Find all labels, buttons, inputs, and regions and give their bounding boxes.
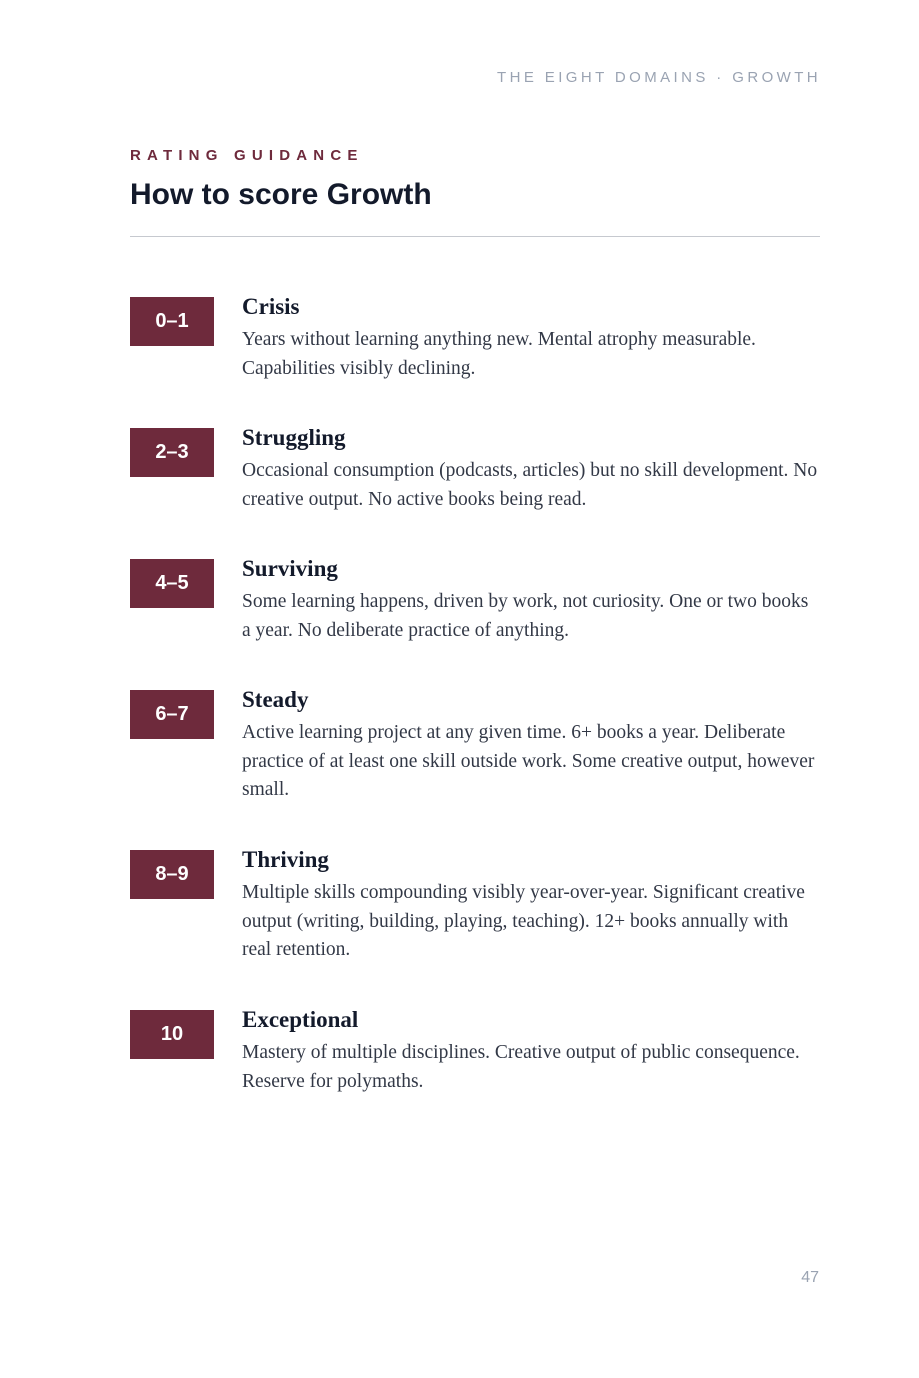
page-number: 47 — [801, 1269, 819, 1286]
rating-level-name: Steady — [242, 687, 309, 712]
rating-level-text — [242, 846, 820, 965]
rating-level-text — [242, 424, 820, 514]
rating-level — [130, 424, 820, 555]
rating-level-name: Exceptional — [242, 1007, 359, 1032]
rating-level — [130, 686, 820, 846]
rating-level-description: Years without learning anything new. Mental atrophy measurable. Capabilities visibly declining. — [242, 329, 756, 379]
score-range-badge: 4–5 — [130, 559, 214, 608]
rating-level-description: Multiple skills compounding visibly year-over-year. Significant creative output (writing, building, playing, teaching). 12+ books annually with real retention. — [242, 882, 805, 961]
rating-level-name: Surviving — [242, 556, 338, 581]
page-title: How to score Growth — [130, 178, 432, 211]
score-range-badge: 10 — [130, 1010, 214, 1059]
section-eyebrow: RATING GUIDANCE — [130, 147, 364, 164]
score-range-badge: 6–7 — [130, 690, 214, 739]
rating-level — [130, 846, 820, 1006]
rating-level-text — [242, 293, 820, 383]
rating-level — [130, 555, 820, 686]
rating-level-text — [242, 686, 820, 805]
rating-level — [130, 1006, 820, 1137]
rating-level-description: Occasional consumption (podcasts, articles) but no skill development. No creative output. No active books being read. — [242, 460, 818, 510]
rating-level-description: Active learning project at any given time. 6+ books a year. Deliberate practice of at least one skill outside work. Some creative output, however small. — [242, 722, 815, 801]
rating-level-description: Some learning happens, driven by work, not curiosity. One or two books a year. No deliberate practice of anything. — [242, 591, 809, 641]
title-divider — [130, 236, 820, 237]
rating-level — [130, 293, 820, 424]
score-range-badge: 8–9 — [130, 850, 214, 899]
rating-level-description: Mastery of multiple disciplines. Creative output of public consequence. Reserve for polymaths. — [242, 1042, 800, 1092]
score-range-badge: 0–1 — [130, 297, 214, 346]
running-head: THE EIGHT DOMAINS · GROWTH — [497, 69, 821, 86]
rating-levels-list — [130, 293, 820, 1137]
rating-level-text — [242, 1006, 820, 1096]
rating-level-name: Crisis — [242, 294, 300, 319]
rating-level-name: Struggling — [242, 425, 346, 450]
score-range-badge: 2–3 — [130, 428, 214, 477]
rating-level-text — [242, 555, 820, 645]
rating-level-name: Thriving — [242, 847, 329, 872]
